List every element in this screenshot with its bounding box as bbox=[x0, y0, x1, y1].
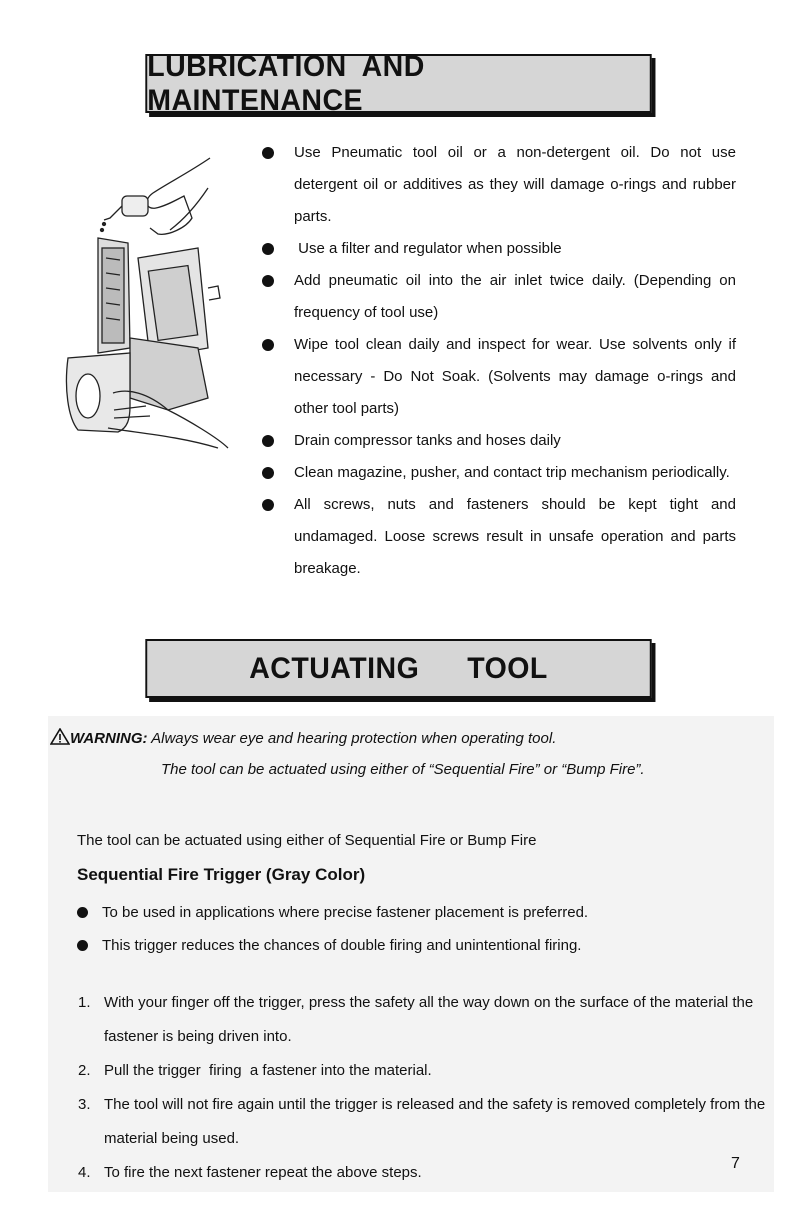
list-item: Use a filter and regulator when possible bbox=[262, 233, 736, 265]
bullet-icon bbox=[262, 499, 274, 511]
bullet-icon bbox=[262, 435, 274, 447]
actuation-intro: The tool can be actuated using either of Sequential Fire or Bump Fire bbox=[77, 832, 537, 849]
warning-line bbox=[50, 728, 556, 747]
warning-label: WARNING: bbox=[70, 730, 148, 747]
bullet-icon bbox=[262, 243, 274, 255]
list-item: Wipe tool clean daily and inspect for wear. Use solvents only if necessary - Do Not Soak. (Solvents may damage o-rings and other tool parts) bbox=[262, 329, 736, 425]
warning-triangle-icon bbox=[50, 728, 70, 745]
bullet-icon bbox=[262, 275, 274, 287]
actuating-heading: ACTUATING TOOL bbox=[145, 639, 651, 698]
bullet-icon bbox=[262, 147, 274, 159]
list-item: Drain compressor tanks and hoses daily bbox=[262, 425, 736, 457]
page-number: 7 bbox=[731, 1155, 740, 1172]
list-item: This trigger reduces the chances of double firing and unintentional firing. bbox=[77, 937, 581, 954]
step-item: 4. To fire the next fastener repeat the above steps. bbox=[78, 1164, 422, 1181]
step-item: 1. With your finger off the trigger, press the safety all the way down on the surface of the material the fastener is being driven into. bbox=[78, 994, 754, 1045]
bullet-icon bbox=[77, 940, 88, 951]
list-item: To be used in applications where precise fastener placement is preferred. bbox=[77, 904, 588, 921]
lubrication-heading: LUBRICATION AND MAINTENANCE bbox=[145, 54, 651, 113]
list-item: All screws, nuts and fasteners should be kept tight and undamaged. Loose screws result in unsafe operation and parts breakage. bbox=[262, 489, 736, 585]
firing-steps bbox=[78, 986, 768, 1190]
sequential-fire-heading: Sequential Fire Trigger (Gray Color) bbox=[77, 865, 366, 884]
bullet-icon bbox=[262, 339, 274, 351]
warning-text: Always wear eye and hearing protection when operating tool. bbox=[147, 730, 557, 747]
list-item: Use Pneumatic tool oil or a non-detergent oil. Do not use detergent oil or additives as they will damage o-rings and rubber parts. bbox=[262, 137, 736, 233]
maintenance-bullet-list bbox=[262, 137, 736, 585]
list-item: Clean magazine, pusher, and contact trip mechanism periodically. bbox=[262, 457, 736, 489]
oiling-nailer-illustration bbox=[58, 148, 240, 460]
bullet-icon bbox=[77, 907, 88, 918]
step-item: 2. Pull the trigger firing a fastener into the material. bbox=[78, 1062, 432, 1079]
warning-subtext: The tool can be actuated using either of “Sequential Fire” or “Bump Fire”. bbox=[161, 761, 645, 778]
bullet-icon bbox=[262, 467, 274, 479]
list-item: Add pneumatic oil into the air inlet twice daily. (Depending on frequency of tool use) bbox=[262, 265, 736, 329]
step-item: 3. The tool will not fire again until the trigger is released and the safety is removed completely from the material being used. bbox=[78, 1096, 766, 1147]
